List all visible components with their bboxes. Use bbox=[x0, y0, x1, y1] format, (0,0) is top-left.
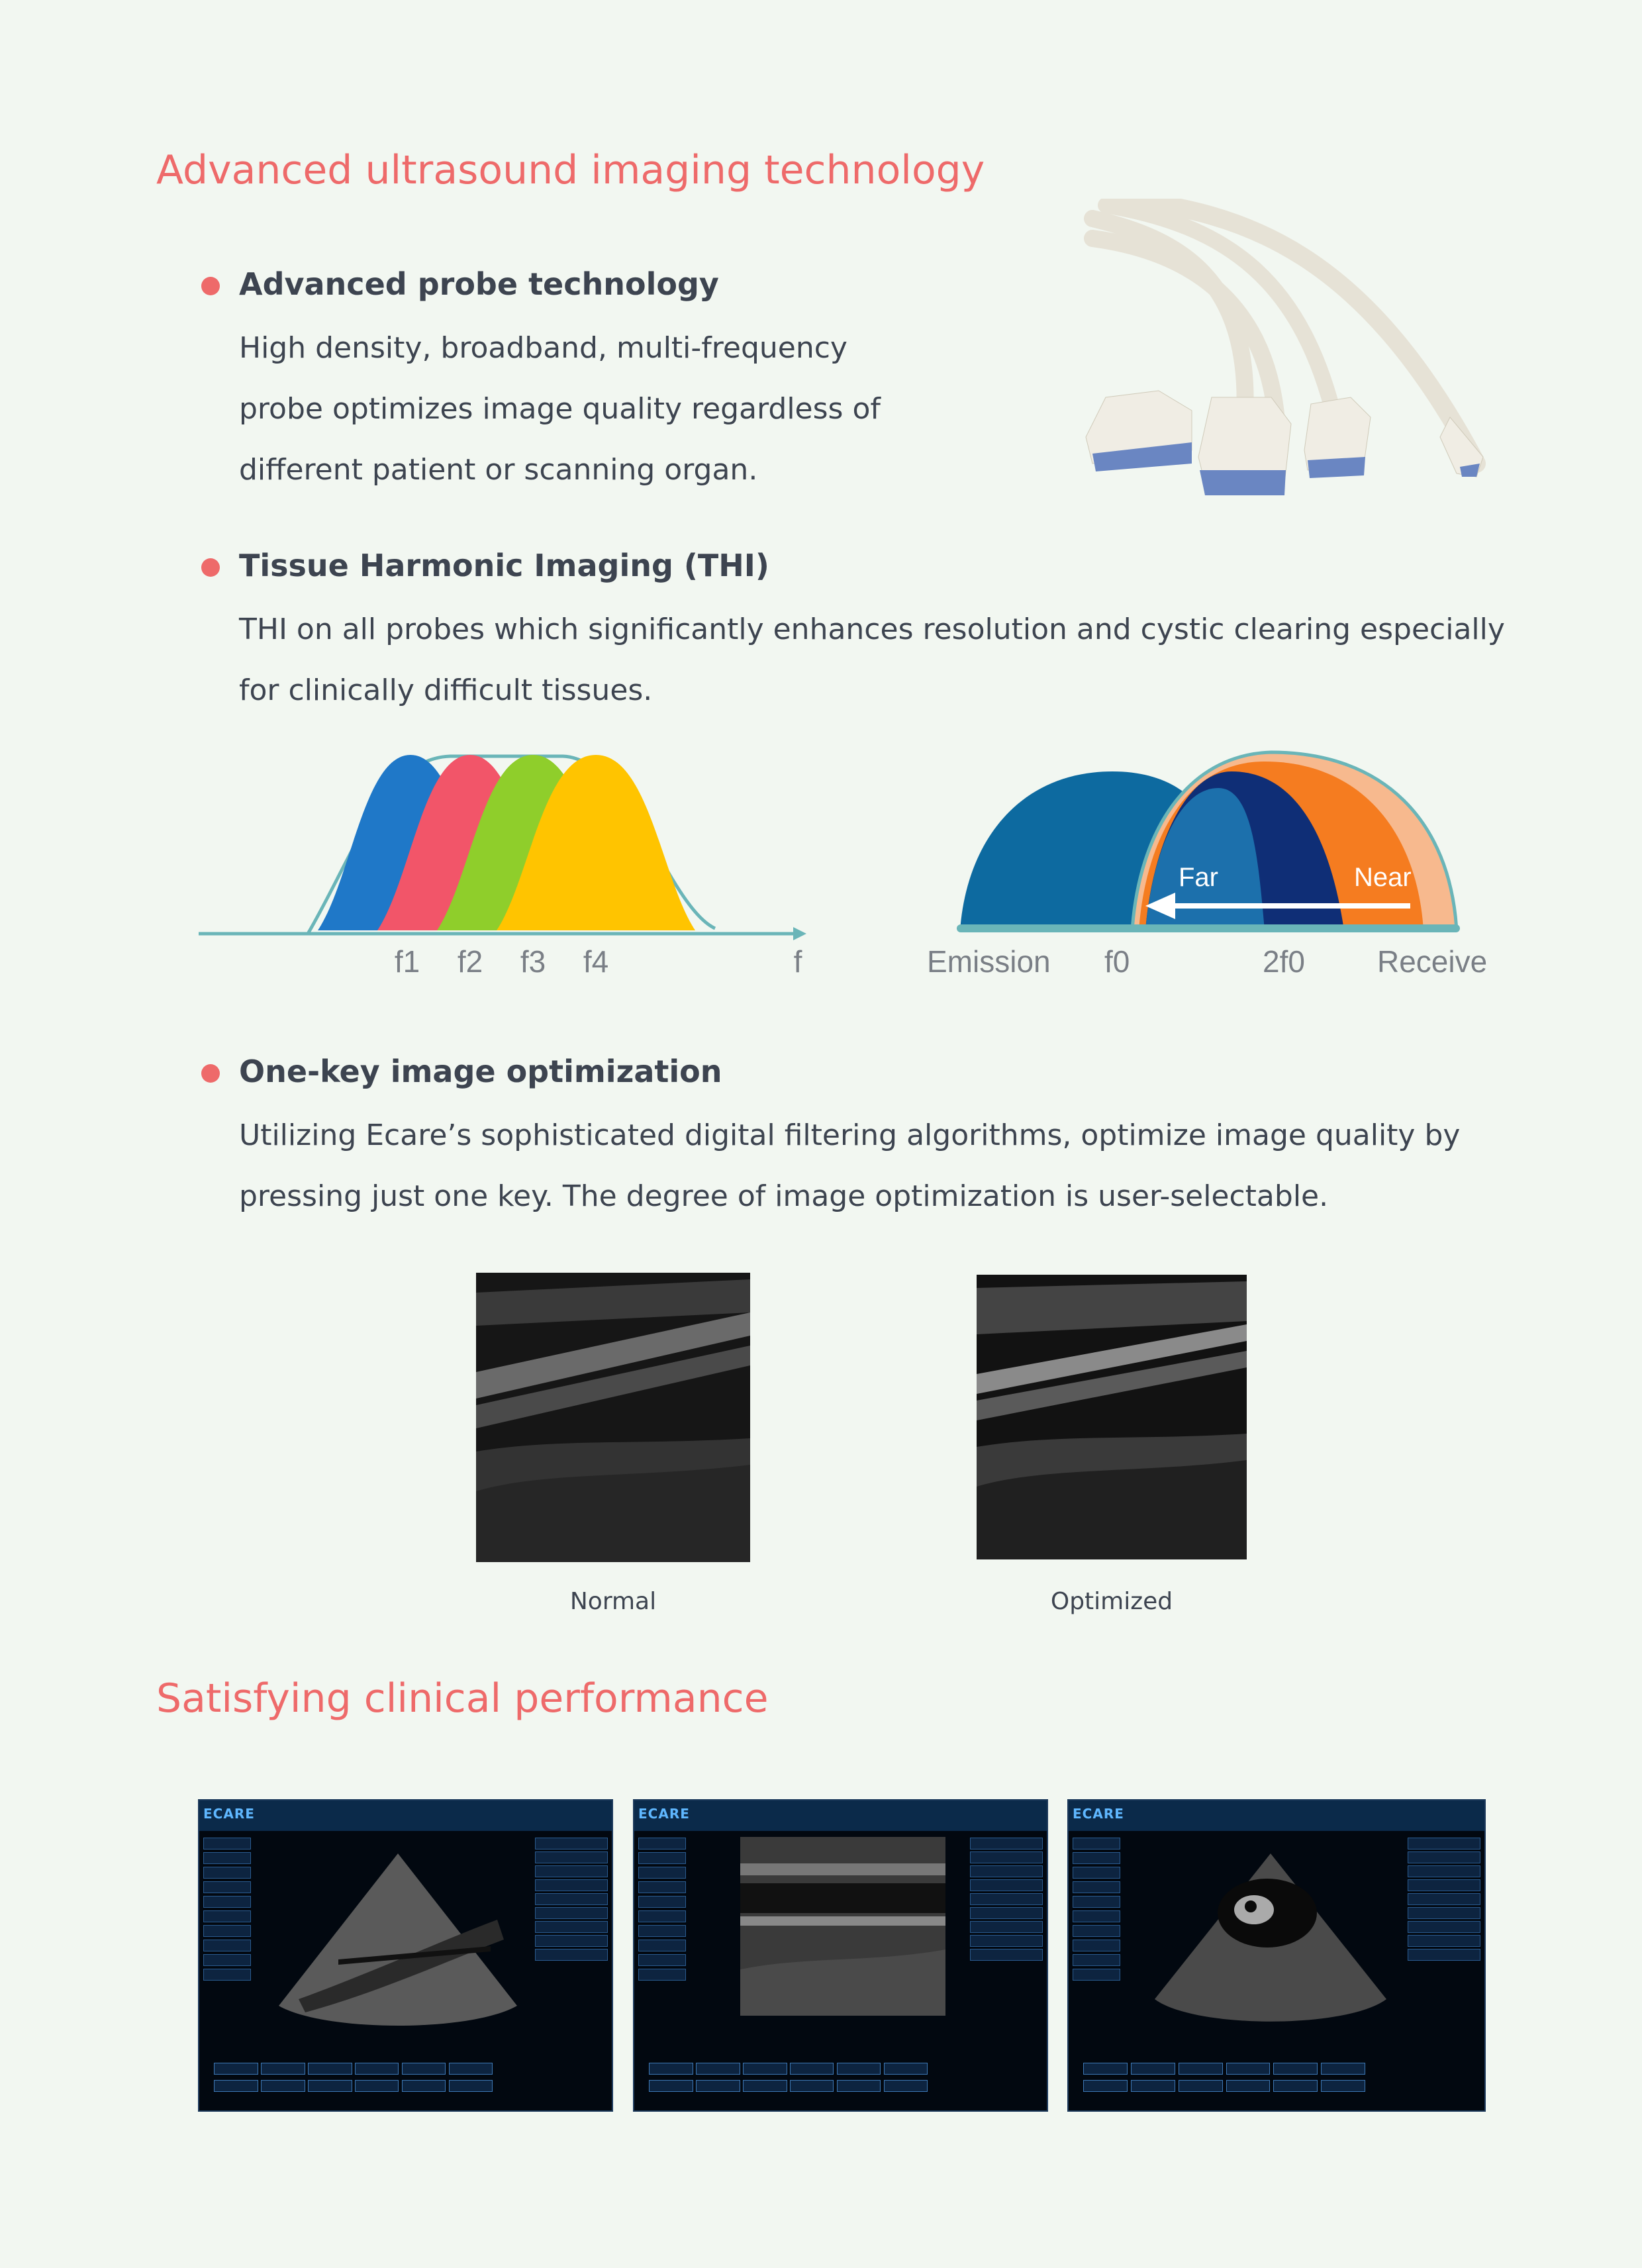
screen-buttons bbox=[648, 2061, 974, 2091]
feature-heading-optimization: One-key image optimization bbox=[239, 1054, 722, 1089]
transducer-base bbox=[957, 924, 1460, 932]
thi-beam-diagram bbox=[920, 742, 1503, 993]
beam-label-receive: Receive bbox=[1377, 944, 1488, 979]
screen-params bbox=[1408, 1838, 1480, 1963]
freq-label-f1: f1 bbox=[394, 944, 420, 979]
beam-label-emission: Emission bbox=[927, 944, 1051, 979]
ecare-logo: ECARE bbox=[1073, 1806, 1124, 1822]
screen-header bbox=[1069, 1800, 1484, 1831]
section-title-imaging: Advanced ultrasound imaging technology bbox=[156, 147, 985, 193]
screen-buttons bbox=[213, 2061, 539, 2091]
thi-frequency-diagram bbox=[192, 742, 828, 993]
ecare-logo: ECARE bbox=[203, 1806, 255, 1822]
bullet-icon bbox=[201, 1064, 220, 1083]
feature-line: pressing just one key. The degree of image optimization is user-selectable. bbox=[239, 1179, 1329, 1213]
feature-heading-probe: Advanced probe technology bbox=[239, 266, 719, 302]
bullet-icon bbox=[201, 558, 220, 577]
clinical-screenshot-vascular bbox=[633, 1799, 1048, 2112]
clinical-screenshot-obstetric bbox=[1067, 1799, 1486, 2112]
bullet-icon bbox=[201, 277, 220, 295]
arrow-label-near: Near bbox=[1354, 863, 1412, 892]
screen-menu bbox=[1073, 1838, 1120, 1983]
screen-menu bbox=[638, 1838, 686, 1983]
feature-line: probe optimizes image quality regardless of bbox=[239, 392, 881, 426]
liver-scan bbox=[272, 1840, 524, 2039]
caption-normal: Normal bbox=[569, 1588, 657, 1615]
screen-buttons bbox=[1082, 2061, 1412, 2091]
probes-image bbox=[1079, 199, 1503, 517]
screen-params bbox=[535, 1838, 608, 1963]
ultrasound-normal-image bbox=[476, 1273, 750, 1562]
feature-line: different patient or scanning organ. bbox=[239, 453, 758, 487]
freq-label-f: f bbox=[793, 944, 802, 979]
feature-line: Utilizing Ecare’s sophisticated digital filtering algorithms, optimize image quality by bbox=[239, 1118, 1461, 1152]
freq-label-f3: f3 bbox=[520, 944, 546, 979]
feature-text-thi bbox=[239, 599, 1530, 721]
vascular-scan bbox=[740, 1837, 945, 2016]
screen-menu bbox=[203, 1838, 251, 1983]
section-title-clinical: Satisfying clinical performance bbox=[156, 1675, 769, 1722]
ecare-logo: ECARE bbox=[638, 1806, 690, 1822]
axis-arrow-icon bbox=[793, 927, 806, 940]
feature-line: THI on all probes which significantly enhances resolution and cystic clearing especially bbox=[239, 613, 1505, 646]
feature-line: High density, broadband, multi-frequency bbox=[239, 331, 847, 365]
feature-text-optimization bbox=[239, 1105, 1530, 1227]
probe-heads bbox=[1086, 391, 1483, 495]
feature-heading-thi: Tissue Harmonic Imaging (THI) bbox=[239, 548, 769, 583]
freq-label-f2: f2 bbox=[457, 944, 483, 979]
ultrasound-optimized-image bbox=[977, 1275, 1247, 1559]
screen-header bbox=[634, 1800, 1047, 1831]
beam-label-f0: f0 bbox=[1104, 944, 1130, 979]
freq-label-f4: f4 bbox=[583, 944, 609, 979]
beam-label-2f0: 2f0 bbox=[1263, 944, 1305, 979]
feature-line: for clinically difficult tissues. bbox=[239, 673, 653, 707]
arrow-label-far: Far bbox=[1179, 863, 1218, 892]
screen-header bbox=[199, 1800, 612, 1831]
screen-params bbox=[970, 1838, 1043, 1963]
clinical-screenshot-liver bbox=[198, 1799, 613, 2112]
caption-optimized: Optimized bbox=[1050, 1588, 1173, 1615]
obstetric-scan bbox=[1148, 1840, 1393, 2039]
feature-text-probe bbox=[239, 318, 901, 501]
